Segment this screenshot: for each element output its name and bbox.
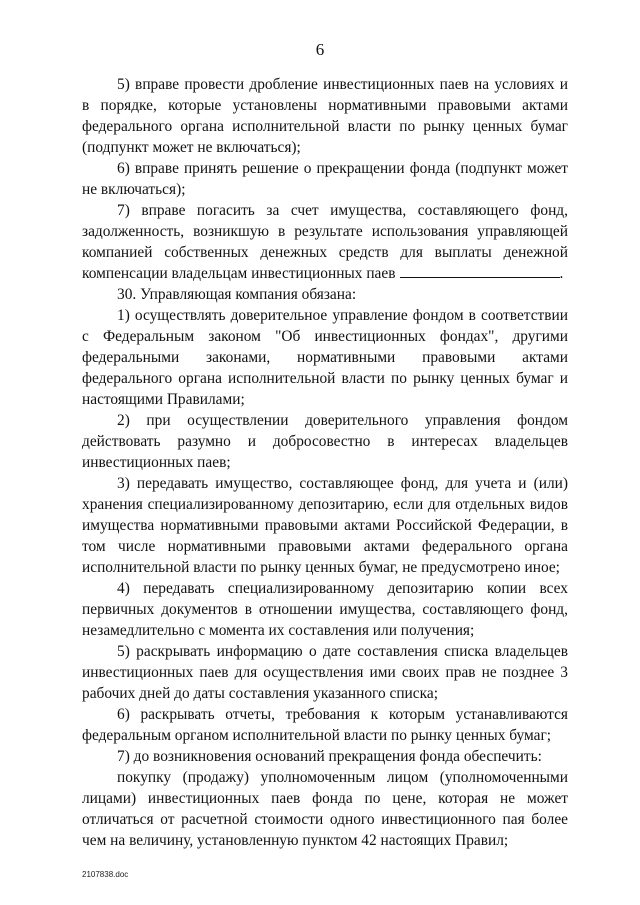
paragraph-5-split: 5) вправе провести дробление инвестиционных паев на условиях и в порядке, которые установлены нормативными правовыми актами федерального органа исполнительной власти по рынку ценных бумаг (подпункт может не включаться); xyxy=(82,76,568,156)
fill-in-blank xyxy=(400,263,560,278)
obligation-3: 3) передавать имущество, составляющее фонд, для учета и (или) хранения специализированному депозитарию, если для отдельных видов имущества нормативными правовыми актами Российской Федерации, в том числе нормативными правовыми актами федерального органа исполнительной власти по рынку ценных бумаг, не предусмотрено иное; xyxy=(82,475,568,576)
section-30-heading: 30. Управляющая компания обязана: xyxy=(117,286,357,303)
document-body xyxy=(82,74,568,851)
blank-suffix: . xyxy=(559,265,564,282)
obligation-2: 2) при осуществлении доверительного управления фондом действовать разумно и добросовестно в интересах владельцев инвестиционных паев; xyxy=(82,412,568,471)
paragraph-7-repay xyxy=(82,200,568,284)
obligation-1: 1) осуществлять доверительное управление фондом в соответствии с Федеральным законом "Об инвестиционных фондах", другими федеральными законами, нормативными правовыми актами федерального органа исполнительной власти по рынку ценных бумаг и настоящими Правилами; xyxy=(82,307,568,408)
obligation-7-detail: покупку (продажу) уполномоченным лицом (уполномоченными лицами) инвестиционных паев фонда по цене, которая не может отличаться от расчетной стоимости одного инвестиционного пая более чем на величину, установленную пунктом 42 настоящих Правил; xyxy=(82,769,568,849)
obligation-6: 6) раскрывать отчеты, требования к которым устанавливаются федеральным органом исполнительной власти по рынку ценных бумаг; xyxy=(82,706,568,744)
page-number: 6 xyxy=(315,40,325,59)
footer-filename: 2107838.doc xyxy=(82,870,129,879)
obligation-7: 7) до возникновения оснований прекращения фонда обеспечить: xyxy=(117,748,542,765)
paragraph-7-text: 7) вправе погасить за счет имущества, составляющего фонд, задолженность, возникшую в результате использования управляющей компанией собственных денежных средств для выплаты денежной компенсации владельцам инвестиционных паев xyxy=(82,202,568,282)
paragraph-6-terminate: 6) вправе принять решение о прекращении фонда (подпункт может не включаться); xyxy=(82,160,568,198)
obligation-5: 5) раскрывать информацию о дате составления списка владельцев инвестиционных паев для осуществления ими своих прав не позднее 3 рабочих дней до даты составления указанного списка; xyxy=(82,643,568,702)
obligation-4: 4) передавать специализированному депозитарию копии всех первичных документов в отношении имущества, составляющего фонд, незамедлительно с момента их составления или получения; xyxy=(82,580,568,639)
